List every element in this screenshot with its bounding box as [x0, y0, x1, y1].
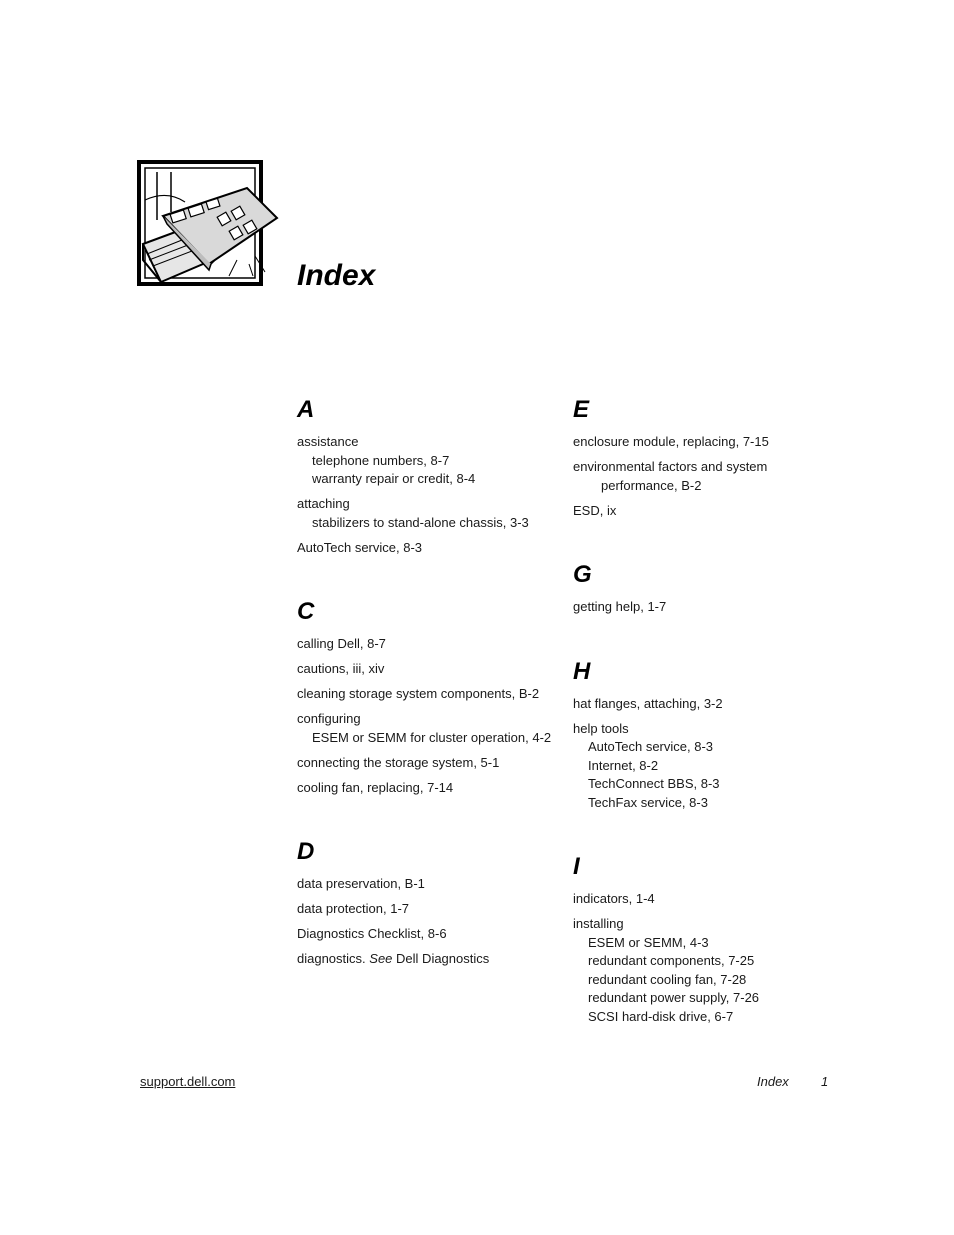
see-reference-target: Dell Diagnostics — [396, 951, 490, 966]
index-section-d — [297, 838, 559, 969]
section-letter: E — [573, 396, 590, 423]
entry-subterm: TechFax service, 8-3 — [588, 794, 708, 810]
index-section-e — [573, 396, 835, 520]
entry-subterm: ESEM or SEMM for cluster operation, 4-2 — [312, 729, 552, 745]
entry-term: diagnostics. — [297, 951, 366, 966]
entry-subterm: telephone numbers, 8-7 — [312, 452, 450, 468]
index-entry — [297, 875, 559, 894]
entry-term: calling Dell, 8-7 — [297, 636, 386, 651]
section-letter: C — [297, 598, 315, 625]
index-entry — [573, 502, 835, 521]
entry-subterm: TechConnect BBS, 8-3 — [588, 776, 720, 791]
entry-subterm: ESEM or SEMM, 4-3 — [588, 934, 709, 950]
entry-term: AutoTech service, 8-3 — [297, 539, 423, 555]
entry-term: ESD, ix — [573, 502, 617, 518]
entry-term: configuring — [297, 711, 361, 726]
index-section-i — [573, 853, 835, 1026]
index-entry — [297, 433, 559, 489]
entry-term: data protection, 1-7 — [297, 901, 410, 916]
entry-term: enclosure module, replacing, 7-15 — [573, 434, 769, 449]
index-entry — [297, 710, 559, 747]
index-entry — [297, 779, 559, 798]
entry-term: assistance — [297, 434, 359, 449]
section-letter: I — [573, 853, 580, 880]
index-entry — [297, 635, 559, 654]
entry-term: getting help, 1-7 — [573, 599, 667, 614]
entry-subterm: redundant components, 7-25 — [588, 953, 755, 968]
index-column-left — [297, 396, 559, 1010]
page-number: 1 — [821, 1074, 829, 1089]
support-site-link[interactable]: support.dell.com — [140, 1074, 236, 1089]
entry-subterm: SCSI hard-disk drive, 6-7 — [588, 1008, 734, 1024]
entry-term: hat flanges, attaching, 3-2 — [573, 695, 723, 711]
index-section-g — [573, 561, 835, 617]
entry-term: Diagnostics Checklist, 8-6 — [297, 926, 447, 941]
entry-term: indicators, 1-4 — [573, 891, 655, 906]
section-letter: G — [573, 561, 592, 588]
entry-subterm: warranty repair or credit, 8-4 — [312, 471, 476, 486]
entry-term: help tools — [573, 720, 629, 736]
entry-term: attaching — [297, 496, 350, 511]
index-entry — [297, 900, 559, 919]
entry-term: cautions, iii, xiv — [297, 661, 385, 676]
index-entry — [573, 890, 835, 909]
index-entry — [297, 950, 559, 969]
entry-term-with-see — [297, 950, 559, 969]
index-entry — [573, 915, 835, 1026]
entry-subterm: redundant cooling fan, 7-28 — [588, 971, 747, 987]
index-entry — [573, 695, 835, 714]
index-chapter-icon — [137, 160, 281, 292]
index-entry — [573, 598, 835, 617]
entry-term: installing — [573, 916, 624, 931]
footer-section-label: Index — [757, 1074, 789, 1089]
entry-term: cleaning storage system components, B-2 — [297, 686, 540, 701]
entry-term: environmental factors and system performance, B-2 — [573, 459, 768, 493]
index-section-c — [297, 598, 559, 797]
section-letter: H — [573, 657, 591, 685]
entry-subterm: redundant power supply, 7-26 — [588, 990, 760, 1005]
index-entry — [297, 925, 559, 944]
entry-term: cooling fan, replacing, 7-14 — [297, 779, 454, 795]
index-entry — [573, 720, 835, 813]
entry-subterm: Internet, 8-2 — [588, 757, 659, 773]
see-reference-label: See — [369, 951, 393, 966]
index-entry — [297, 495, 559, 532]
section-letter: A — [297, 396, 315, 423]
index-entry — [573, 458, 835, 495]
entry-term: data preservation, B-1 — [297, 876, 425, 891]
index-entry — [297, 754, 559, 773]
entry-subterm: stabilizers to stand-alone chassis, 3-3 — [312, 514, 529, 530]
index-section-a — [297, 396, 559, 557]
index-column-right — [573, 396, 835, 1067]
index-section-h — [573, 658, 835, 813]
entry-term: connecting the storage system, 5-1 — [297, 754, 500, 770]
page-title: Index — [297, 259, 376, 292]
index-entry — [297, 660, 559, 679]
index-entry — [297, 539, 559, 558]
index-entry — [573, 433, 835, 452]
index-entry — [297, 685, 559, 704]
section-letter: D — [297, 838, 315, 865]
entry-subterm: AutoTech service, 8-3 — [588, 739, 714, 754]
